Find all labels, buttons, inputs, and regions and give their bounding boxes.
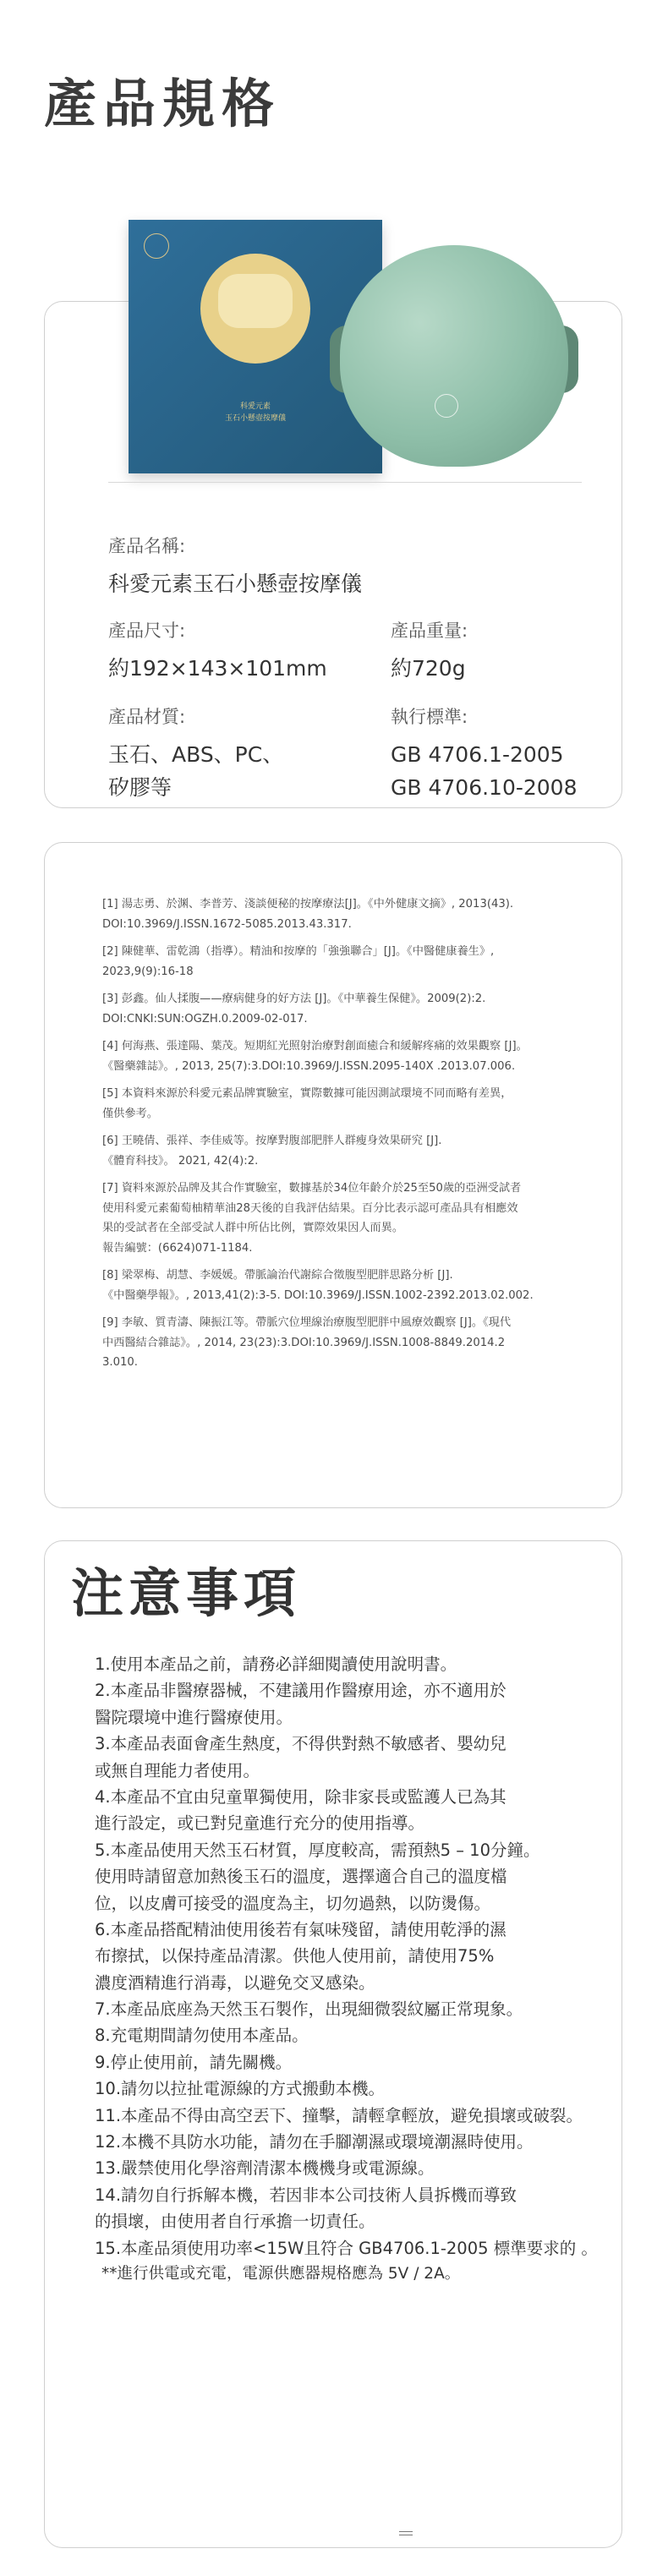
spec-standard-label: 執行標準: bbox=[391, 707, 468, 727]
spec-standard bbox=[391, 703, 578, 805]
note-item: 4.本產品不宜由兒童單獨使用，除非家長或監護人已為其 進行設定，或已對兒童進行充分的使用指導。 bbox=[95, 1786, 506, 1834]
note-item: 1.使用本產品之前，請務必詳細閱讀使用說明書。 bbox=[95, 1654, 457, 1674]
reference-item: [3] 彭鑫。仙人揉腹——療病健身的好方法 [J]。《中華養生保健》。2009(2):2. DOI:CNKI:SUN:OGZH.0.2009-02-017. bbox=[102, 993, 486, 1025]
note-item: 11.本產品不得由高空丟下、撞擊，請輕拿輕放，避免損壞或破裂。 bbox=[95, 2105, 583, 2125]
product-image bbox=[129, 211, 568, 482]
box-caption: 科愛元素 玉石小懸壺按摩儀 bbox=[224, 402, 286, 423]
device-body bbox=[340, 245, 568, 467]
reference-item: [4] 何海燕、張達陽、葉茂。短期紅光照射治療對創面癒合和緩解疼痛的效果觀察 [J]。 《醫藥雜誌》。, 2013, 25(7):3.DOI:10.3969/J.ISSN.2095-140X .2013.07.006. bbox=[102, 1040, 528, 1073]
note-item: 15.本產品須使用功率<15W且符合 GB4706.1-2005 標準要求的 。 bbox=[95, 2238, 598, 2258]
spec-name bbox=[108, 533, 362, 601]
reference-item: [7] 資料來源於品牌及其合作實驗室，數據基於34位年齡介於25至50歲的亞洲受試者 使用科愛元素葡萄柚精華油28天後的自我評估結果。百分比表示認可產品具有相應效 果的受試者在全部受試人群中所佔比例，實際效果因人而異。 報告編號：(6624)071-1184. bbox=[102, 1182, 522, 1255]
notes-footnote: **進行供電或充電，電源供應器規格應為 5V / 2A。 bbox=[101, 2264, 461, 2283]
spec-material-label: 產品材質: bbox=[108, 707, 186, 727]
massager-device bbox=[340, 245, 568, 467]
note-item: 5.本產品使用天然玉石材質，厚度較高，需預熱5 – 10分鐘。 使用時請留意加熱後玉石的溫度，選擇適合自己的溫度檔 位，以皮膚可接受的溫度為主，切勿過熱，以防燙傷。 bbox=[95, 1840, 540, 1913]
spec-weight-label: 產品重量: bbox=[391, 621, 468, 641]
device-logo-icon bbox=[435, 394, 458, 418]
note-item: 3.本產品表面會產生熱度，不得供對熱不敏感者、嬰幼兒 或無自理能力者使用。 bbox=[95, 1734, 506, 1780]
note-item: 9.停止使用前，請先關機。 bbox=[95, 2052, 293, 2072]
note-item: 13.嚴禁使用化學溶劑清潔本機機身或電源線。 bbox=[95, 2158, 435, 2179]
note-item: 7.本產品底座為天然玉石製作，出現細微裂紋屬正常現象。 bbox=[95, 1999, 523, 2020]
reference-item: [9] 李敏、質青濤、陳振江等。帶脈穴位埋線治療腹型肥胖中風療效觀察 [J]。《現代 中西醫結合雜誌》。, 2014, 23(23):3.DOI:10.3969/J.ISSN.1008-8849.2014.2 3.010. bbox=[102, 1316, 512, 1369]
brand-badge-icon bbox=[144, 233, 169, 259]
note-item: 10.請勿以拉扯電源線的方式搬動本機。 bbox=[95, 2079, 386, 2099]
references-list bbox=[102, 894, 593, 1381]
spec-name-value: 科愛元素玉石小懸壺按摩儀 bbox=[108, 572, 363, 596]
divider bbox=[108, 482, 582, 483]
page-title: 產品規格 bbox=[44, 73, 282, 134]
spec-weight-value: 約720g bbox=[391, 656, 466, 681]
note-item: 6.本產品搭配精油使用後若有氣味殘留，請使用乾淨的濕 布擦拭，以保持產品清潔。供他人使用前，請使用75% 濃度酒精進行消毒，以避免交叉感染。 bbox=[95, 1919, 506, 1993]
reference-item: [1] 湯志勇、於渊、李普芳、淺談便秘的按摩療法[J]。《中外健康文摘》, 2013(43). DOI:10.3969/J.ISSN.1672-5085.2013.43.317. bbox=[102, 898, 514, 931]
spec-size-label: 產品尺寸: bbox=[108, 621, 186, 641]
box-emblem-inner bbox=[218, 274, 293, 328]
note-item: 12.本機不具防水功能，請勿在手腳潮濕或環境潮濕時使用。 bbox=[95, 2132, 534, 2152]
spec-standard-value: GB 4706.1-2005 GB 4706.10-2008 bbox=[391, 742, 578, 800]
spec-size-value: 約192×143×101mm bbox=[108, 656, 327, 681]
reference-item: [8] 梁翠梅、胡慧、李媛媛。帶脈論治代謝綜合徵腹型肥胖思路分析 [J]. 《中醫藥學報》。, 2013,41(2):3-5. DOI:10.3969/J.ISSN.1002-2392.2013.02.002. bbox=[102, 1269, 534, 1302]
spec-size bbox=[108, 617, 327, 686]
reference-item: [2] 陳健華、雷乾鴻（指導）。精油和按摩的「強強聯合」[J]。《中醫健康養生》, 2023,9(9):16-18 bbox=[102, 945, 495, 978]
reference-item: [5] 本資料來源於科愛元素品牌實驗室，實際數據可能因測試環境不同而略有差異， 僅供參考。 bbox=[102, 1087, 512, 1120]
spec-name-label: 產品名稱: bbox=[108, 536, 186, 556]
notes-list bbox=[95, 1651, 611, 2287]
spec-weight bbox=[391, 617, 468, 686]
spec-material bbox=[108, 703, 283, 805]
spec-material-value: 玉石、ABS、PC、 矽膠等 bbox=[108, 742, 284, 800]
end-mark-icon bbox=[399, 2531, 413, 2535]
notes-title: 注意事項 bbox=[71, 1562, 302, 1624]
note-item: 8.充電期間請勿使用本產品。 bbox=[95, 2026, 309, 2046]
note-item: 14.請勿自行拆解本機，若因非本公司技術人員拆機而導致 的損壞，由使用者自行承擔一切責任。 bbox=[95, 2185, 517, 2232]
note-item: 2.本產品非醫療器械，不建議用作醫療用途，亦不適用於 醫院環境中進行醫療使用。 bbox=[95, 1681, 506, 1727]
reference-item: [6] 王曉倩、張祥、李佳威等。按摩對腹部肥胖人群瘦身效果研究 [J]. 《體育科技》。 2021, 42(4):2. bbox=[102, 1135, 442, 1168]
